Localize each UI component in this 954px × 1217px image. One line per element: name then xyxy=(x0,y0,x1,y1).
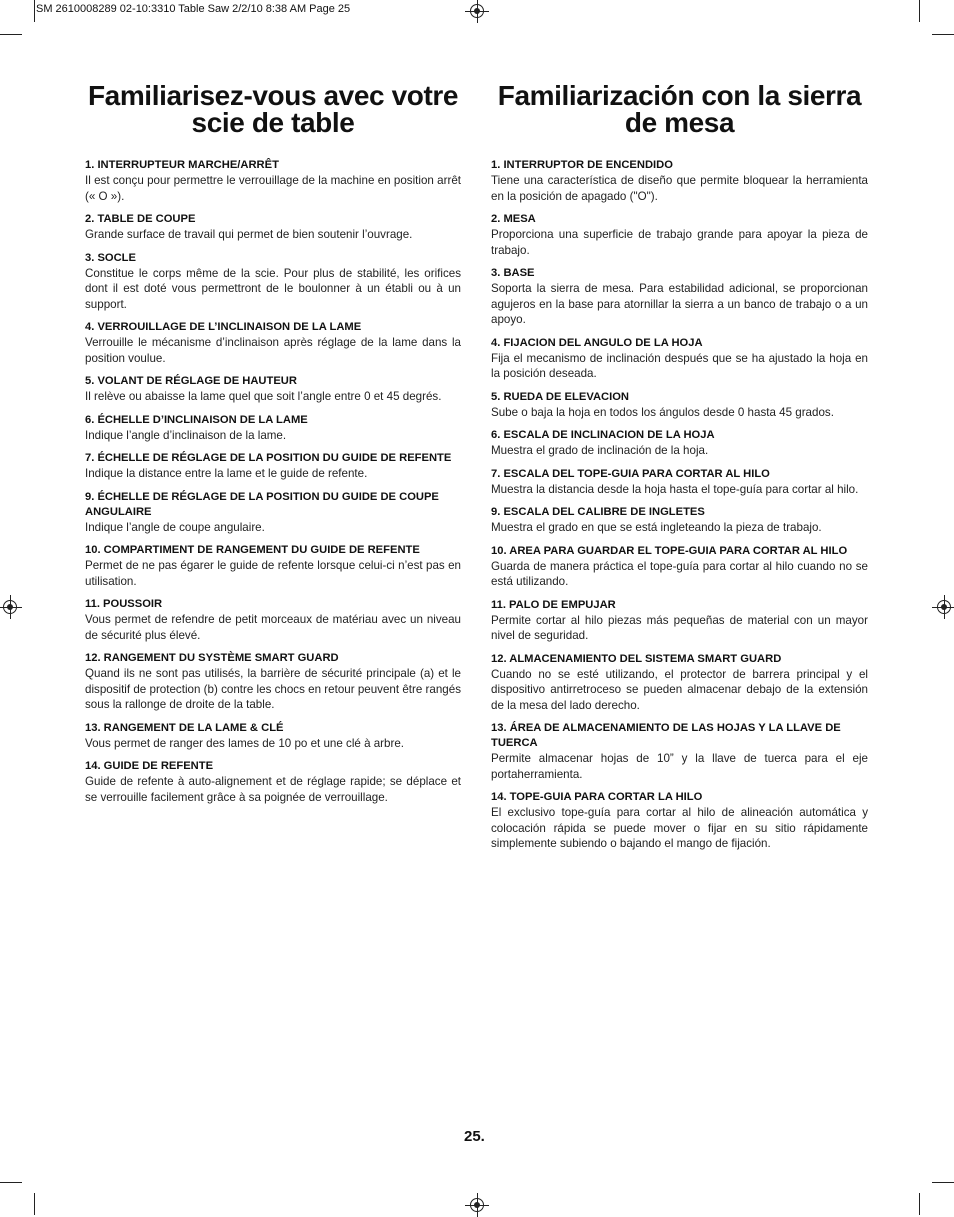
feature-description: Guarda de manera práctica el tope-guía para cortar al hilo cuando no se está utilizando. xyxy=(491,559,868,588)
feature-description: Muestra el grado de inclinación de la hoja. xyxy=(491,444,709,457)
feature-description: Indique l’angle d’inclinaison de la lame. xyxy=(85,428,287,442)
feature-description: Permet de ne pas égarer le guide de refente lorsque celui-ci n’est pas en utilisation. xyxy=(85,559,461,588)
feature-heading: 11. PALO DE EMPUJAR xyxy=(491,598,616,611)
feature-description: Guide de refente à auto-alignement et de réglage rapide; se déplace et se verrouille facilement grâce à sa poignée de verrouillage. xyxy=(85,775,461,804)
feature-heading: 12. RANGEMENT DU SYSTÈME SMART GUARD xyxy=(85,652,339,664)
crop-mark xyxy=(932,1182,954,1183)
feature-heading: 13. ÁREA DE ALMACENAMIENTO DE LAS HOJAS Y LA LLAVE DE TUERCA xyxy=(491,722,841,749)
feature-heading: 10. AREA PARA GUARDAR EL TOPE-GUIA PARA CORTAR AL HILO xyxy=(491,544,848,557)
registration-mark-icon xyxy=(3,600,17,614)
feature-description: Fija el mecanismo de inclinación después que se ha ajustado la hoja en la posición deseada. xyxy=(491,351,868,380)
registration-mark-icon xyxy=(937,600,951,614)
feature-description: Grande surface de travail qui permet de bien soutenir l’ouvrage. xyxy=(85,228,413,241)
feature-item xyxy=(491,467,868,498)
feature-item xyxy=(491,652,868,714)
feature-item xyxy=(85,651,461,713)
feature-heading: 10. COMPARTIMENT DE RANGEMENT DU GUIDE DE REFENTE xyxy=(85,544,420,556)
feature-item xyxy=(85,158,461,204)
feature-heading: 1. INTERRUPTOR DE ENCENDIDO xyxy=(491,159,673,171)
feature-heading: 3. BASE xyxy=(491,267,535,279)
spanish-item-list xyxy=(491,158,868,852)
feature-item xyxy=(491,390,868,421)
crop-mark xyxy=(34,0,35,22)
registration-mark-icon xyxy=(470,1198,484,1212)
crop-mark xyxy=(0,1182,22,1183)
feature-heading: 2. TABLE DE COUPE xyxy=(85,213,196,225)
feature-heading: 11. POUSSOIR xyxy=(85,598,163,610)
page-number: 25. xyxy=(464,1128,485,1145)
feature-item xyxy=(491,428,868,459)
feature-description: El exclusivo tope-guía para cortar al hilo de alineación automática y colocación rápida se puede mover o fijar en su sitio rápidamente simplemente subiendo o bajando el mango de fijación. xyxy=(491,806,868,850)
feature-heading: 7. ESCALA DEL TOPE-GUIA PARA CORTAR AL HILO xyxy=(491,467,770,480)
feature-heading: 4. FIJACION DEL ANGULO DE LA HOJA xyxy=(491,336,703,349)
spanish-column xyxy=(491,82,868,860)
feature-item xyxy=(85,597,461,643)
french-item-list xyxy=(85,158,461,805)
feature-heading: 5. VOLANT DE RÉGLAGE DE HAUTEUR xyxy=(85,375,297,387)
feature-item xyxy=(85,374,461,405)
feature-description: Cuando no se esté utilizando, el protector de barrera principal y el dispositivo antirretroceso se pueden almacenar debajo de la extensión de la mesa del lado derecho. xyxy=(491,667,868,712)
feature-item xyxy=(85,413,461,444)
feature-description: Il est conçu pour permettre le verrouillage de la machine en position arrêt (« O »). xyxy=(85,174,461,203)
feature-heading: 6. ESCALA DE INCLINACION DE LA HOJA xyxy=(491,429,715,441)
feature-heading: 2. MESA xyxy=(491,213,536,225)
crop-mark xyxy=(0,34,22,35)
crop-mark xyxy=(932,34,954,35)
feature-description: Constitue le corps même de la scie. Pour plus de stabilité, les orifices dont il est doté vous permettront de le boulonner à un établi ou à un support. xyxy=(85,266,461,311)
feature-description: Verrouille le mécanisme d’inclinaison après réglage de la lame dans la position voulue. xyxy=(85,336,461,365)
feature-heading: 6. ÉCHELLE D’INCLINAISON DE LA LAME xyxy=(85,413,308,426)
feature-item xyxy=(491,336,868,382)
feature-description: Proporciona una superficie de trabajo grande para apoyar la pieza de trabajo. xyxy=(491,228,868,257)
feature-item xyxy=(85,251,461,313)
feature-description: Permite cortar al hilo piezas más pequeñas de material con un mayor nivel de seguridad. xyxy=(491,613,868,642)
feature-heading: 4. VERROUILLAGE DE L’INCLINAISON DE LA LAME xyxy=(85,321,362,333)
feature-heading: 9. ESCALA DEL CALIBRE DE INGLETES xyxy=(491,506,705,518)
crop-mark xyxy=(919,0,920,22)
feature-item xyxy=(491,544,868,590)
feature-description: Indique la distance entre la lame et le guide de refente. xyxy=(85,467,368,480)
feature-item xyxy=(491,505,868,536)
feature-item xyxy=(491,266,868,328)
feature-item xyxy=(491,598,868,644)
feature-heading: 1. INTERRUPTEUR MARCHE/ARRÊT xyxy=(85,159,279,171)
feature-heading: 5. RUEDA DE ELEVACION xyxy=(491,390,629,403)
feature-item xyxy=(85,543,461,589)
french-title: Familiarisez-vous avec votre scie de table xyxy=(87,80,459,138)
feature-description: Muestra el grado en que se está ingleteando la pieza de trabajo. xyxy=(491,521,822,534)
feature-heading: 3. SOCLE xyxy=(85,251,136,264)
print-slug: SM 2610008289 02-10:3310 Table Saw 2/2/10 8:38 AM Page 25 xyxy=(36,3,351,15)
feature-heading: 9. ÉCHELLE DE RÉGLAGE DE LA POSITION DU GUIDE DE COUPE ANGULAIRE xyxy=(85,490,439,518)
feature-description: Tiene una característica de diseño que permite bloquear la herramienta en la posición de apagado ("O"). xyxy=(491,174,868,203)
feature-description: Quand ils ne sont pas utilisés, la barrière de sécurité principale (a) et le dispositif de protection (b) contre les chocs en retour peuvent être rangés sous la rallonge de droite de la table. xyxy=(85,667,461,711)
feature-heading: 12. ALMACENAMIENTO DEL SISTEMA SMART GUARD xyxy=(491,652,782,665)
crop-mark xyxy=(919,1193,920,1215)
feature-heading: 13. RANGEMENT DE LA LAME & CLÉ xyxy=(85,721,284,734)
feature-item xyxy=(85,759,461,805)
feature-item xyxy=(491,721,868,782)
feature-item xyxy=(85,212,461,243)
feature-item xyxy=(491,158,868,204)
feature-item xyxy=(491,790,868,852)
feature-description: Permite almacenar hojas de 10” y la llave de tuerca para el eje portaherramienta. xyxy=(491,752,868,781)
feature-heading: 7. ÉCHELLE DE RÉGLAGE DE LA POSITION DU GUIDE DE REFENTE xyxy=(85,452,452,464)
feature-item xyxy=(85,451,461,482)
feature-description: Muestra la distancia desde la hoja hasta el tope-guía para cortar al hilo. xyxy=(491,482,859,496)
registration-mark-icon xyxy=(470,4,484,18)
french-column xyxy=(85,82,461,813)
crop-mark xyxy=(34,1193,35,1215)
feature-heading: 14. TOPE-GUIA PARA CORTAR LA HILO xyxy=(491,791,703,803)
spanish-title: Familiarización con la sierra de mesa xyxy=(497,80,862,138)
feature-description: Soporta la sierra de mesa. Para estabilidad adicional, se proporcionan agujeros en la base para atornillar la sierra a un banco de trabajo o a un apoyo. xyxy=(491,282,868,326)
feature-description: Sube o baja la hoja en todos los ángulos desde 0 hasta 45 grados. xyxy=(491,405,834,419)
feature-item xyxy=(85,320,461,366)
feature-item xyxy=(85,721,461,752)
feature-description: Indique l’angle de coupe angulaire. xyxy=(85,520,265,534)
feature-description: Vous permet de ranger des lames de 10 po et une clé à arbre. xyxy=(85,736,405,750)
feature-item xyxy=(85,490,461,536)
feature-description: Vous permet de refendre de petit morceaux de matériau avec un niveau de sécurité plus élevé. xyxy=(85,613,461,642)
feature-item xyxy=(491,212,868,258)
feature-heading: 14. GUIDE DE REFENTE xyxy=(85,760,214,772)
feature-description: Il relève ou abaisse la lame quel que soit l’angle entre 0 et 45 degrés. xyxy=(85,390,442,403)
